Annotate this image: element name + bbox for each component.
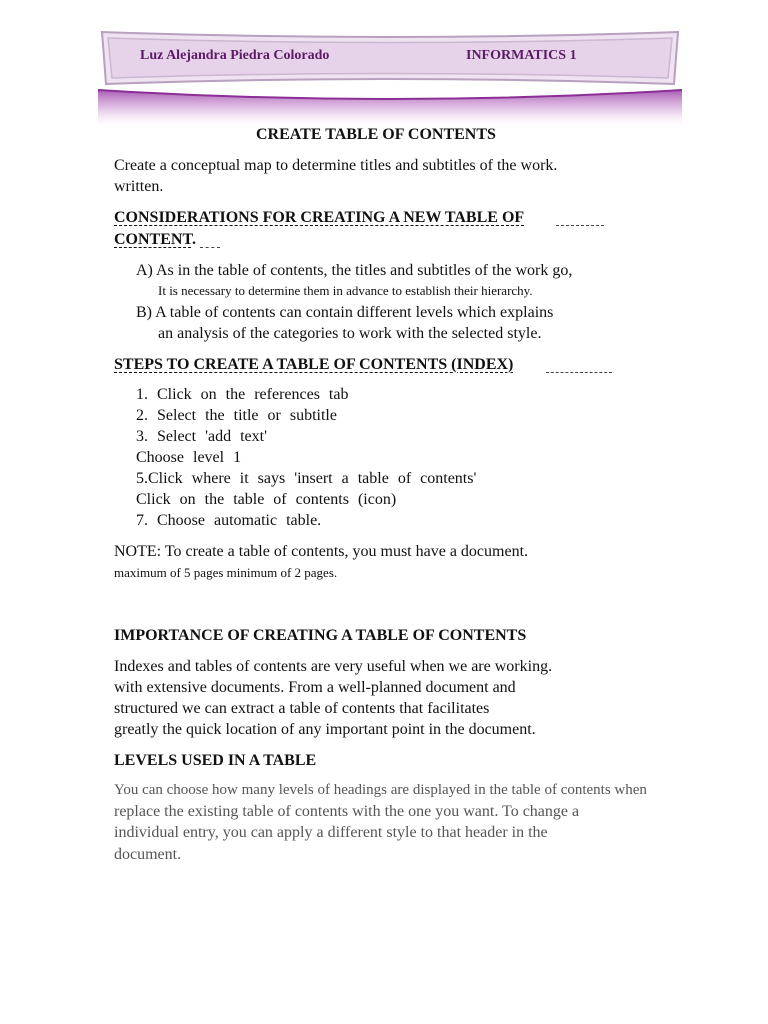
note-line-2: maximum of 5 pages minimum of 2 pages. <box>114 565 338 580</box>
levels-line: individual entry, you can apply a different style to that header in the <box>114 824 548 841</box>
intro-line-2: written. <box>114 178 164 195</box>
importance-line: Indexes and tables of contents are very useful when we are working. <box>114 658 553 675</box>
note-line-1: NOTE: To create a table of contents, you must have a document. <box>114 543 529 560</box>
consideration-b-line-2: an analysis of the categories to work with the selected style. <box>158 325 542 342</box>
intro-line-1: Create a conceptual map to determine titles and subtitles of the work. <box>114 157 558 174</box>
considerations-heading-line-1: CONSIDERATIONS FOR CREATING A NEW TABLE OF <box>114 209 525 226</box>
step-item: Click on the table of contents (icon) <box>136 491 397 508</box>
page-title: CREATE TABLE OF CONTENTS <box>256 126 496 143</box>
levels-line: document. <box>114 846 182 863</box>
considerations-heading-trail: . <box>191 231 196 248</box>
consideration-a-line-2: It is necessary to determine them in advance to establish their hierarchy. <box>158 283 533 298</box>
step-item: Choose level 1 <box>136 449 242 466</box>
consideration-a-line-1: A) As in the table of contents, the titles and subtitles of the work go, <box>136 262 573 279</box>
consideration-b-line-1: B) A table of contents can contain different levels which explains <box>136 304 554 321</box>
step-item: 5.Click where it says 'insert a table of contents' <box>136 470 477 487</box>
importance-heading: IMPORTANCE OF CREATING A TABLE OF CONTENTS <box>114 627 527 644</box>
importance-line: greatly the quick location of any important point in the document. <box>114 721 536 738</box>
heading-dashed-rule <box>546 372 612 373</box>
considerations-heading-line-2 <box>114 229 196 250</box>
header-subject: INFORMATICS 1 <box>466 48 577 63</box>
steps-heading: STEPS TO CREATE A TABLE OF CONTENTS (INDEX) <box>114 356 514 373</box>
importance-line: structured we can extract a table of contents that facilitates <box>114 700 490 717</box>
importance-line: with extensive documents. From a well-planned document and <box>114 679 516 696</box>
step-item: 1. Click on the references tab <box>136 386 349 403</box>
header-author: Luz Alejandra Piedra Colorado <box>140 48 330 63</box>
considerations-heading-word: CONTENT <box>114 231 192 248</box>
step-item: 2. Select the title or subtitle <box>136 407 337 424</box>
step-item: 7. Choose automatic table. <box>136 512 322 529</box>
heading-dashed-rule <box>200 247 220 248</box>
levels-line: replace the existing table of contents with the one you want. To change a <box>114 803 580 820</box>
step-item: 3. Select 'add text' <box>136 428 267 445</box>
heading-dashed-rule <box>556 225 604 226</box>
levels-line: You can choose how many levels of headings are displayed in the table of contents when <box>114 782 647 798</box>
levels-heading: LEVELS USED IN A TABLE <box>114 752 317 769</box>
